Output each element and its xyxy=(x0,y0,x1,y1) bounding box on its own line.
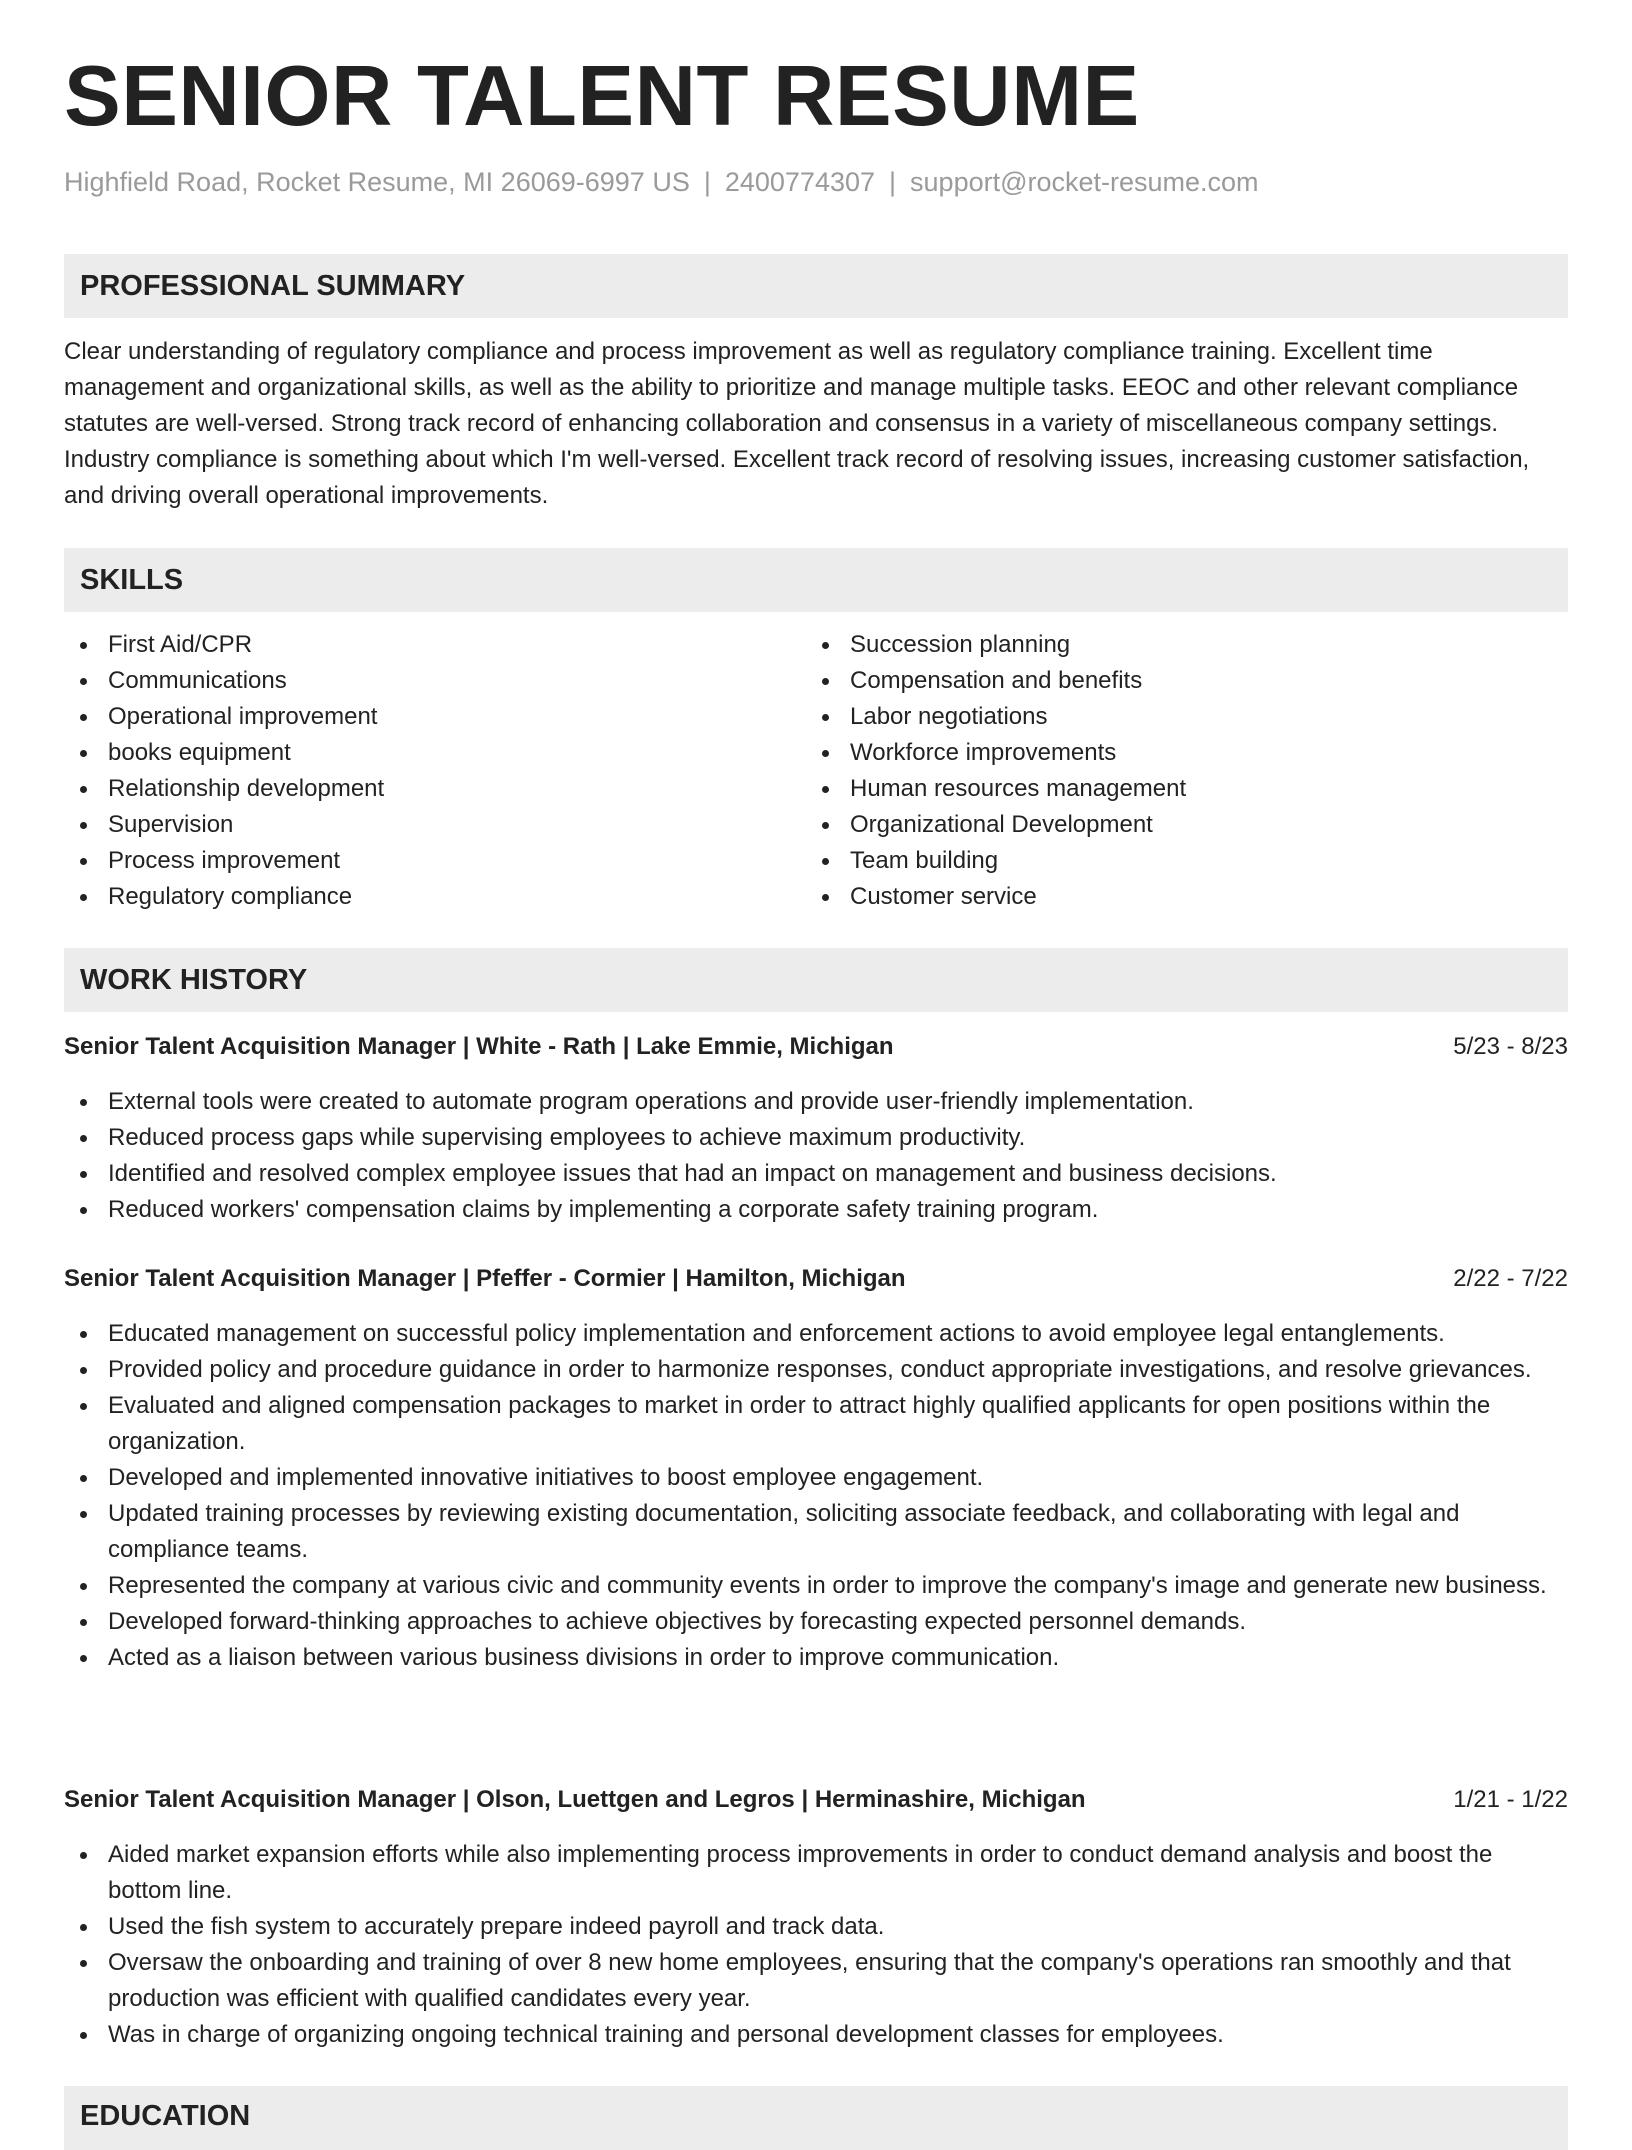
summary-text: Clear understanding of regulatory compliance and process improvement as well as regulatory compliance training. Excellent time management and organizational skills, as well as the ability to prioritize and manage multiple tasks. EEOC and other relevant compliance statutes are well-versed. Strong track record of enhancing collaboration and consensus in a variety of miscellaneous company settings. Industry compliance is something about which I'm well-versed. Excellent track record of resolving issues, increasing customer satisfaction, and driving overall operational improvements. xyxy=(64,338,1530,509)
job-bullet: Reduced workers' compensation claims by implementing a corporate safety training program. xyxy=(64,1192,1568,1228)
skill-item: Operational improvement xyxy=(64,699,804,735)
job-bullet: Was in charge of organizing ongoing technical training and personal development classes for employees. xyxy=(64,2017,1568,2053)
job-bullet: Acted as a liaison between various business divisions in order to improve communication. xyxy=(64,1640,1568,1676)
job-bullet: Updated training processes by reviewing existing documentation, soliciting associate feedback, and collaborating with legal and compliance teams. xyxy=(64,1496,1568,1568)
contact-separator: | xyxy=(889,167,897,197)
job-dates: 5/23 - 8/23 xyxy=(1453,1033,1568,1060)
skill-item: Workforce improvements xyxy=(806,735,1546,771)
skill-item: First Aid/CPR xyxy=(64,627,804,663)
skills-list-left xyxy=(64,627,804,915)
job-bullets xyxy=(64,1316,1568,1676)
skills-heading: SKILLS xyxy=(64,548,1568,612)
job-bullet: Evaluated and aligned compensation packages to market in order to attract highly qualified applicants for open positions within the organization. xyxy=(64,1388,1568,1460)
skill-item: Organizational Development xyxy=(806,807,1546,843)
job-bullet: Developed and implemented innovative initiatives to boost employee engagement. xyxy=(64,1460,1568,1496)
job-bullet: Reduced process gaps while supervising employees to achieve maximum productivity. xyxy=(64,1120,1568,1156)
skill-item: Communications xyxy=(64,663,804,699)
job-heading xyxy=(64,1035,1568,1059)
job-bullet: Educated management on successful policy implementation and enforcement actions to avoid employee legal entanglements. xyxy=(64,1316,1568,1352)
skill-item: Labor negotiations xyxy=(806,699,1546,735)
skill-item: Relationship development xyxy=(64,771,804,807)
skill-item: books equipment xyxy=(64,735,804,771)
job-bullet: Aided market expansion efforts while also implementing process improvements in order to conduct demand analysis and boost the bottom line. xyxy=(64,1837,1568,1909)
work-history-heading: WORK HISTORY xyxy=(64,948,1568,1012)
contact-phone: 2400774307 xyxy=(724,167,876,197)
education-heading: EDUCATION xyxy=(64,2086,1568,2150)
job-title-company: Senior Talent Acquisition Manager | Pfeffer - Cormier | Hamilton, Michigan xyxy=(64,1265,906,1292)
skill-item: Team building xyxy=(806,843,1546,879)
summary-heading: PROFESSIONAL SUMMARY xyxy=(64,254,1568,318)
job-bullet: Represented the company at various civic and community events in order to improve the company's image and generate new business. xyxy=(64,1568,1568,1604)
skill-item: Process improvement xyxy=(64,843,804,879)
job-bullet: Provided policy and procedure guidance in order to harmonize responses, conduct appropriate investigations, and resolve grievances. xyxy=(64,1352,1568,1388)
job-heading xyxy=(64,1788,1568,1812)
job-bullets xyxy=(64,1084,1568,1228)
skill-item: Supervision xyxy=(64,807,804,843)
contact-line xyxy=(64,169,1259,196)
skill-item: Compensation and benefits xyxy=(806,663,1546,699)
job-title-company: Senior Talent Acquisition Manager | Olson, Luettgen and Legros | Herminashire, Michigan xyxy=(64,1786,1086,1813)
contact-separator: | xyxy=(703,167,711,197)
job-bullet: Used the fish system to accurately prepare indeed payroll and track data. xyxy=(64,1909,1568,1945)
skill-item: Regulatory compliance xyxy=(64,879,804,915)
resume-name: SENIOR TALENT RESUME xyxy=(64,49,1140,144)
job-dates: 1/21 - 1/22 xyxy=(1453,1786,1568,1813)
skill-item: Succession planning xyxy=(806,627,1546,663)
job-dates: 2/22 - 7/22 xyxy=(1453,1265,1568,1292)
job-heading xyxy=(64,1267,1568,1291)
job-bullet: Identified and resolved complex employee issues that had an impact on management and business decisions. xyxy=(64,1156,1568,1192)
skills-list-right xyxy=(806,627,1546,915)
skill-item: Human resources management xyxy=(806,771,1546,807)
job-bullet: Developed forward-thinking approaches to achieve objectives by forecasting expected personnel demands. xyxy=(64,1604,1568,1640)
skill-item: Customer service xyxy=(806,879,1546,915)
job-bullets xyxy=(64,1837,1568,2053)
job-bullet: External tools were created to automate program operations and provide user-friendly implementation. xyxy=(64,1084,1568,1120)
job-title-company: Senior Talent Acquisition Manager | White - Rath | Lake Emmie, Michigan xyxy=(64,1033,894,1060)
contact-address: Highfield Road, Rocket Resume, MI 26069-6997 US xyxy=(64,167,690,197)
contact-email: support@rocket-resume.com xyxy=(910,167,1259,197)
job-bullet: Oversaw the onboarding and training of over 8 new home employees, ensuring that the company's operations ran smoothly and that production was efficient with qualified candidates every year. xyxy=(64,1945,1568,2017)
